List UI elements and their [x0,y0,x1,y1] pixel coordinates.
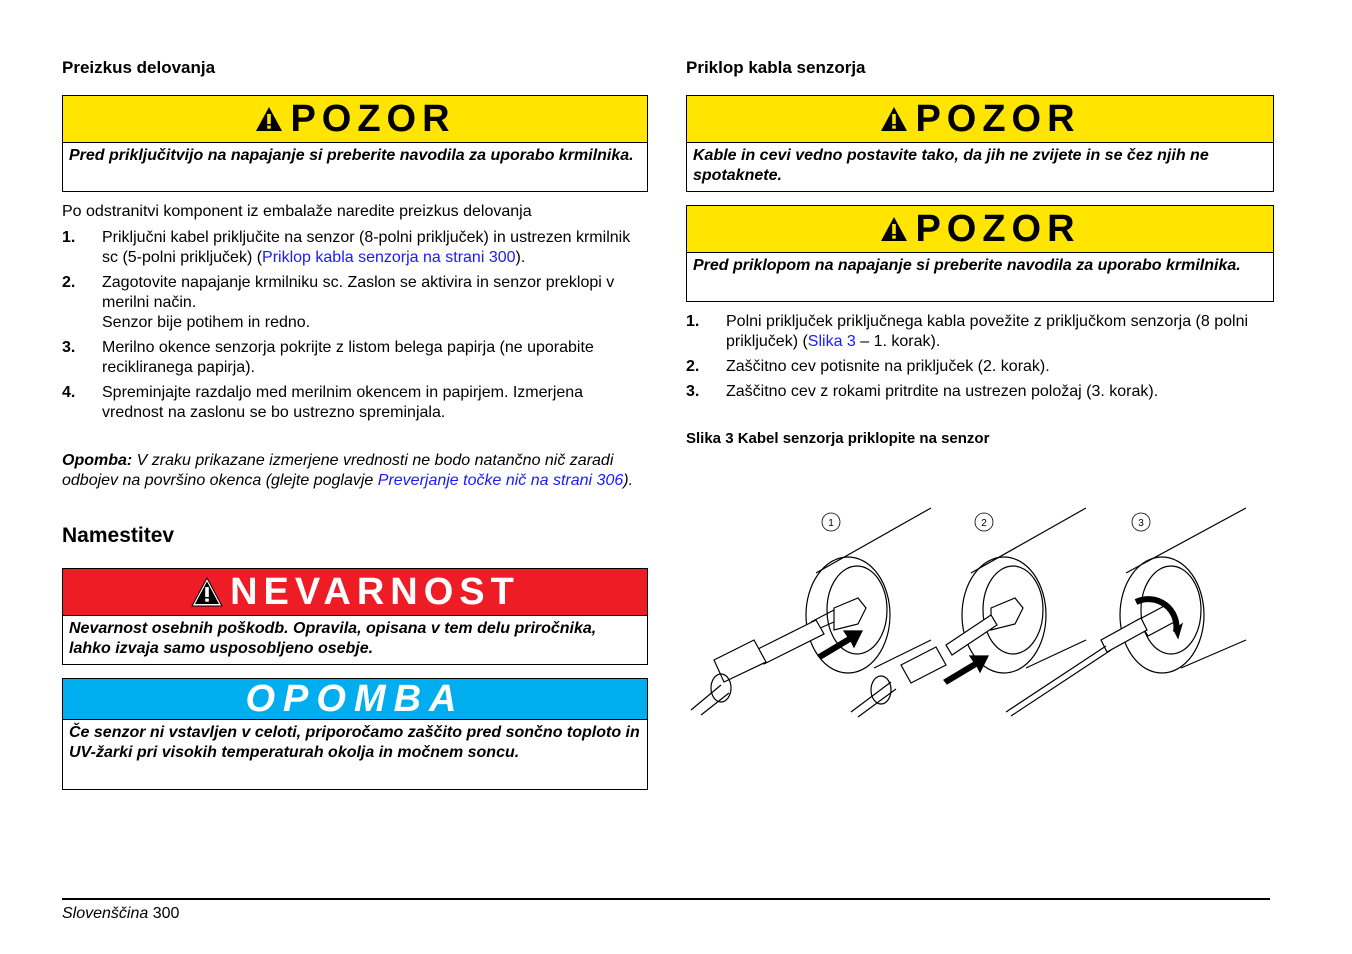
section-heading-sensor-cable: Priklop kabla senzorja [686,58,866,77]
caution-header [63,96,647,143]
figure-label-1: 1 [828,518,834,529]
warning-triangle-icon [879,215,909,243]
list-item [62,228,648,268]
step-text-end: – 1. korak). [855,333,941,350]
step-number: 2. [62,274,76,291]
notice-header [63,679,647,720]
note-text-end: ). [623,472,634,489]
figure-step-1 [691,508,931,715]
figure-step-3 [1006,508,1246,716]
step-text: Spreminjajte razdaljo med merilnim okencem in papirjem. Izmerjena vrednost na zaslonu se bo ustrezno spreminjala. [102,384,584,421]
section-heading-operation-test: Preizkus delovanja [62,58,216,77]
figure-step-2 [851,508,1086,717]
link-sensor-cable[interactable]: Priklop kabla senzorja na strani 300 [262,249,516,266]
section-heading-installation: Namestitev [62,524,175,547]
notice-box [62,678,648,790]
caution-title: POZOR [915,97,1081,140]
page-footer [62,905,179,923]
link-figure-3[interactable]: Slika 3 [807,333,856,350]
footer-divider [62,898,1270,900]
link-zero-point-check[interactable]: Preverjanje točke nič na strani 306 [377,472,624,489]
list-item [62,383,648,423]
note-label: Opomba: [62,452,133,469]
note-paragraph [62,451,648,491]
danger-header [63,569,647,616]
caution-text: Pred priklopom na napajanje si preberite navodila za uporabo krmilnika. [693,257,1241,274]
notice-title: OPOMBA [245,677,465,720]
step-text: Merilno okence senzorja pokrijte z listom belega papirja (ne uporabite recikliranega papirja). [102,339,594,376]
list-item [686,357,1274,377]
step-number: 4. [62,384,76,401]
step-text: Zagotovite napajanje krmilniku sc. Zaslon se aktivira in senzor preklopi v merilni način. [102,274,615,311]
figure-label-3: 3 [1138,518,1144,529]
figure-label-2: 2 [981,518,987,529]
step-text: Zaščitno cev potisnite na priključek (2. korak). [726,358,1050,375]
caution-header [687,96,1273,143]
footer-page-number: 300 [152,905,180,922]
step-number: 1. [62,229,76,246]
intro-paragraph: Po odstranitvi komponent iz embalaže naredite preizkus delovanja [62,203,532,220]
caution-title: POZOR [915,207,1081,250]
caution-box [62,95,648,192]
warning-triangle-icon [190,576,224,608]
step-text: Polni priključek priključnega kabla povežite z priključkom senzorja (8 polni priključek) ( [726,313,1249,350]
danger-text: Nevarnost osebnih poškodb. Opravila, opisana v tem delu priročnika, lahko izvaja samo usposobljeno osebje. [69,620,597,657]
list-item [62,338,648,378]
step-text: Priključni kabel priključite na senzor (8-polni priključek) in ustrezen krmilnik sc (5-polni priključek) ( [102,229,631,266]
caution-text: Kable in cevi vedno postavite tako, da jih ne zvijete in se čez njih ne spotaknete. [693,147,1209,184]
list-item [686,382,1274,402]
operation-test-steps [62,228,648,428]
danger-box [62,568,648,665]
list-item [686,312,1274,352]
danger-title: NEVARNOST [230,570,520,613]
caution-title: POZOR [290,97,456,140]
caution-text: Pred priključitvijo na napajanje si preberite navodila za uporabo krmilnika. [69,147,634,164]
warning-triangle-icon [879,105,909,133]
step-number: 1. [686,313,700,330]
step-number: 3. [62,339,76,356]
notice-text: Če senzor ni vstavljen v celoti, priporočamo zaščito pred sončno toploto in UV-žarki pri visokih temperaturah okolja in močnem soncu. [69,724,640,761]
sensor-cable-steps [686,312,1274,407]
figure-caption: Slika 3 Kabel senzorja priklopite na senzor [686,430,990,447]
caution-box [686,205,1274,302]
caution-box [686,95,1274,192]
footer-language: Slovenščina [62,905,149,922]
caution-header [687,206,1273,253]
step-subtext: Senzor bije potihem in redno. [102,314,311,331]
step-text: Zaščitno cev z rokami pritrdite na ustrezen položaj (3. korak). [726,383,1159,400]
step-text-end: ). [515,249,526,266]
sensor-cable-figure [686,480,1256,720]
step-number: 3. [686,383,700,400]
warning-triangle-icon [254,105,284,133]
step-number: 2. [686,358,700,375]
list-item [62,273,648,333]
note-text: V zraku prikazane izmerjene vrednosti ne bodo natančno nič zaradi odbojev na površino okenca (glejte poglavje [62,452,614,489]
